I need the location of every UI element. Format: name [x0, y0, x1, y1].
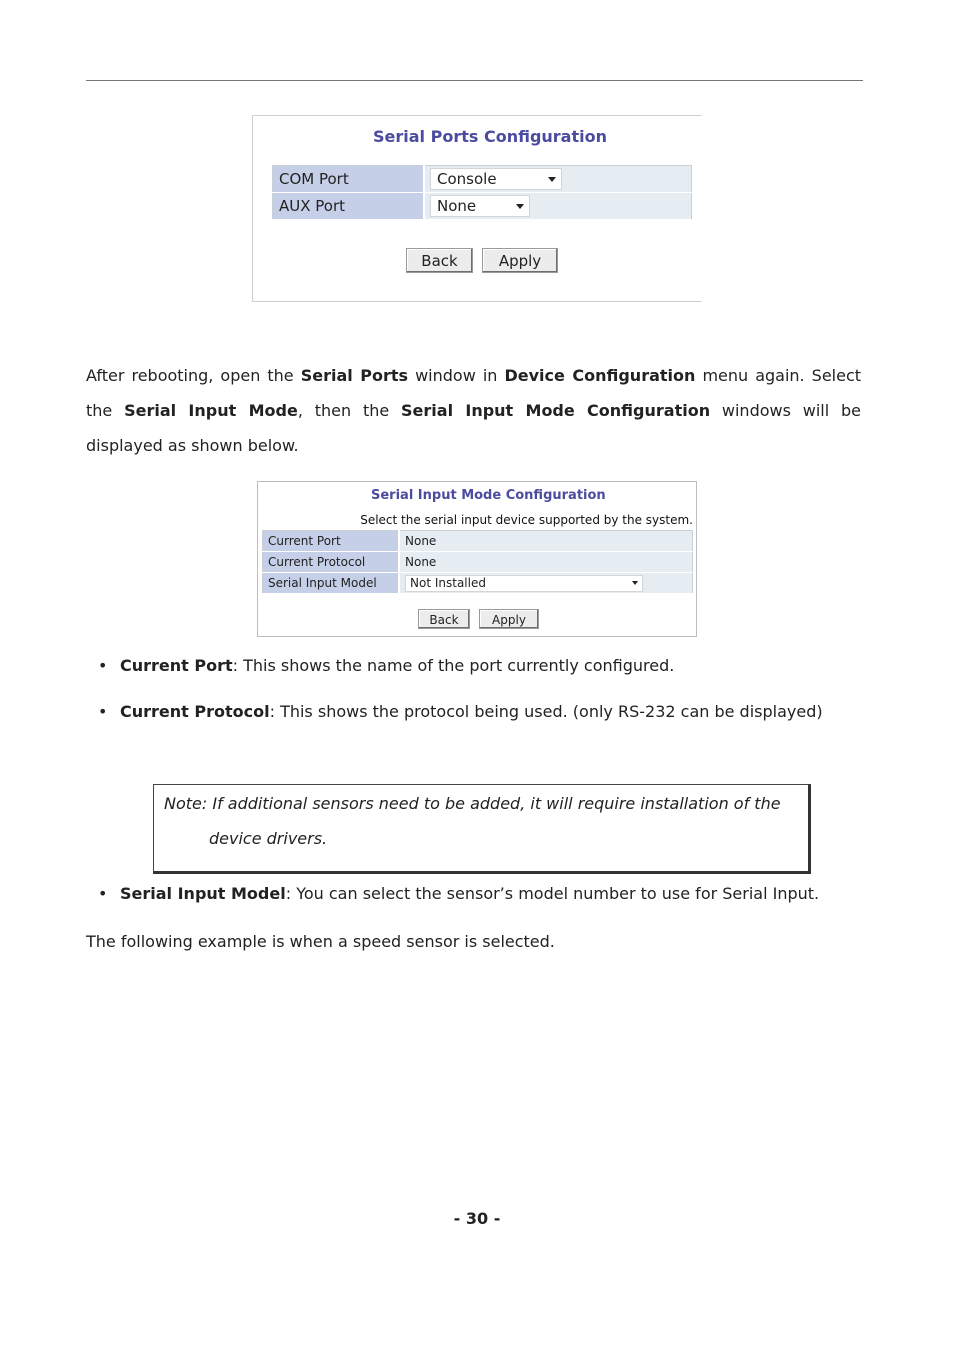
aux-port-label: AUX Port [273, 193, 425, 220]
table-row [273, 193, 692, 220]
current-port-label: Current Port [263, 531, 400, 552]
table-row [263, 531, 693, 552]
chevron-down-icon [548, 177, 556, 182]
table-row [263, 573, 693, 594]
table-row [273, 166, 692, 193]
bullet-current-protocol: • Current Protocol: This shows the protocol being used. (only RS-232 can be displayed) [120, 702, 823, 721]
serial-ports-config-title: Serial Ports Configuration [373, 127, 607, 146]
table-row [263, 552, 693, 573]
serial-input-mode-table [262, 530, 693, 594]
current-port-value: None [399, 531, 693, 552]
note-box [153, 784, 811, 874]
serial-input-model-select[interactable]: Not Installed [405, 575, 643, 592]
serial-input-mode-config-title: Serial Input Mode Configuration [371, 488, 606, 503]
page-number: - 30 - [453, 1209, 501, 1228]
bullet-current-port: • Current Port: This shows the name of the port currently configured. [120, 656, 674, 675]
aux-port-select[interactable]: None [430, 195, 530, 217]
serial-ports-table [272, 165, 692, 220]
note-line-1: Note: If additional sensors need to be added, it will require installation of the [164, 794, 781, 813]
serial-input-mode-config-panel [257, 481, 697, 637]
current-protocol-value: None [399, 552, 693, 573]
com-port-label: COM Port [273, 166, 425, 193]
current-protocol-label: Current Protocol [263, 552, 400, 573]
chevron-down-icon [516, 204, 524, 209]
serial-input-mode-subtitle: Select the serial input device supported by the system. [360, 513, 693, 527]
chevron-down-icon [632, 581, 638, 585]
header-rule [86, 80, 863, 81]
example-paragraph: The following example is when a speed sensor is selected. [86, 932, 555, 951]
back-button[interactable]: Back [406, 248, 473, 273]
apply-button[interactable]: Apply [479, 609, 539, 629]
note-line-2: device drivers. [209, 829, 328, 848]
serial-ports-config-panel [252, 115, 702, 302]
back-button[interactable]: Back [418, 609, 470, 629]
intro-paragraph: After rebooting, open the Serial Ports window in Device Configuration menu again. Select the Serial Input Mode, then the Serial Input Mode Configuration windows will be displayed as shown below. [86, 366, 862, 455]
apply-button[interactable]: Apply [482, 248, 558, 273]
serial-input-model-label: Serial Input Model [263, 573, 400, 594]
com-port-select[interactable]: Console [430, 168, 562, 190]
bullet-serial-input-model: • Serial Input Model: You can select the sensor’s model number to use for Serial Input. [120, 884, 819, 903]
